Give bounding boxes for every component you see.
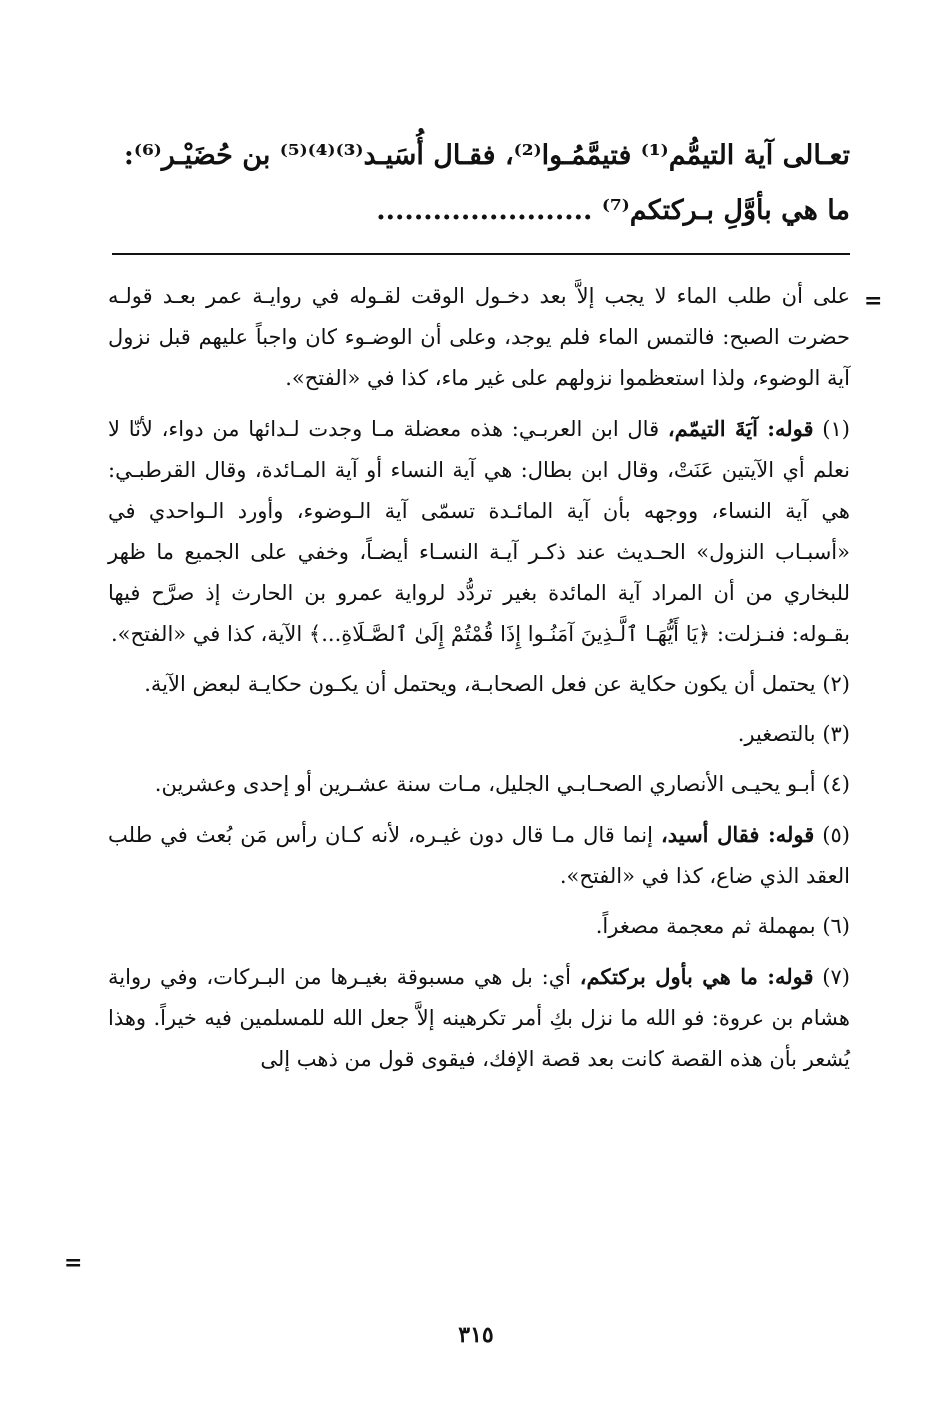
footnote-number: (١)	[822, 417, 850, 441]
footnote-2	[108, 664, 850, 705]
main-text-line-2-words: ما هي بأوَّلِ بـركتكم⁽⁷⁾	[601, 195, 850, 226]
footnote-3	[108, 714, 850, 755]
footnote-lead: قوله: فقال أسيد،	[660, 822, 815, 847]
footnote-text: إنما قال مـا قال دون غيـره، لأنه كـان رأس مَن بُعث في طلب العقد الذي ضاع، كذا في «الفتح».	[108, 823, 850, 888]
footnote-number: (٧)	[822, 965, 850, 989]
footnotes	[108, 276, 850, 1089]
footnote-lead: قوله: ما هي بأول بركتكم،	[579, 964, 814, 989]
footnote-1	[108, 408, 850, 655]
footnote-4	[108, 764, 850, 805]
footnote-number: (٤)	[822, 772, 850, 796]
footnote-text: أي: بل هي مسبوقة بغيـرها من البـركات، وفي رواية هشام بن عروة: فو الله ما نزل بكِ أمر تكرهينه إلاَّ جعل الله للمسلمين فيه خيراً. وهذا يُشعر بأن هذه القصة كانت بعد قصة الإفك، فيقوى قول من ذهب إلى	[108, 965, 850, 1071]
dotted-leader: .......................	[376, 195, 593, 226]
footnote-text: بالتصغير.	[737, 722, 816, 746]
continuation-mark-top: =	[864, 288, 883, 314]
page-number: ٣١٥	[458, 1322, 494, 1348]
footnote-text: بمهملة ثم معجمة مصغراً.	[595, 914, 816, 938]
footnote-6	[108, 906, 850, 947]
footnote-number: (٢)	[822, 672, 850, 696]
footnote-lead: قوله: آيَةَ التيمّم،	[667, 416, 814, 441]
footnote-continuation: على أن طلب الماء لا يجب إلاَّ بعد دخـول الوقت لقـوله في روايـة عمر بعـد قولـه حضرت الصبح: فالتمس الماء فلم يوجد، وعلى أن الوضـوء كان واجباً عليهم قبل نزول آية الوضوء، ولذا استعظموا نزولهم على غير ماء، كذا في «الفتح».	[108, 284, 850, 390]
footnote-text: أبـو يحيـى الأنصاري الصحـابـي الجليل، مـات سنة عشـرين أو إحدى وعشرين.	[154, 772, 816, 796]
main-text-line-1: تعـالى آية التيمُّم⁽¹⁾ فتيمَّمُـوا⁽²⁾، فقـال أُسَيـد⁽³⁾⁽⁴⁾⁽⁵⁾ بن حُضَيْـر⁽⁶⁾:	[123, 140, 850, 171]
footnote-number: (٥)	[822, 823, 850, 847]
footnote-text: يحتمل أن يكون حكاية عن فعل الصحابـة، ويحتمل أن يكـون حكايـة لبعض الآية.	[144, 672, 816, 696]
footnote-7	[108, 956, 850, 1080]
continuation-mark-bottom: =	[64, 1250, 83, 1276]
footnote-number: (٦)	[822, 914, 850, 938]
footnote-divider	[112, 253, 850, 255]
main-text-line-2	[108, 183, 850, 238]
footnote-text: قال ابن العربـي: هذه معضلة مـا وجدت لـدائها من دواء، لأنّا لا نعلم أي الآيتين عَنَتْ، وقال ابن بطال: هي آية النساء أو آية المـائدة، وقال القرطبـي: هي آية النساء، ووجهه بأن آية المائـدة تسمّى آية الـوضوء، وأورد الـواحدي في «أسبـاب النزول» الحـديث عند ذكـر آيـة النسـاء أيضـاً، وخفي على الجميع ما ظهر للبخاري من أن المراد آية المائدة بغير تردُّد لرواية عمرو بن الحارث إذ صرَّح فيها بقـوله: فنـزلت: ﴿يَا أَيُّهَـا ٱلَّـذِينَ آمَنُـوا إِذَا قُمْتُمْ إِلَىٰ ٱلصَّـلَاةِ...﴾ الآية، كذا في «الفتح».	[108, 417, 850, 646]
footnote-number: (٣)	[822, 722, 850, 746]
main-text	[108, 128, 850, 238]
footnote-5	[108, 814, 850, 897]
